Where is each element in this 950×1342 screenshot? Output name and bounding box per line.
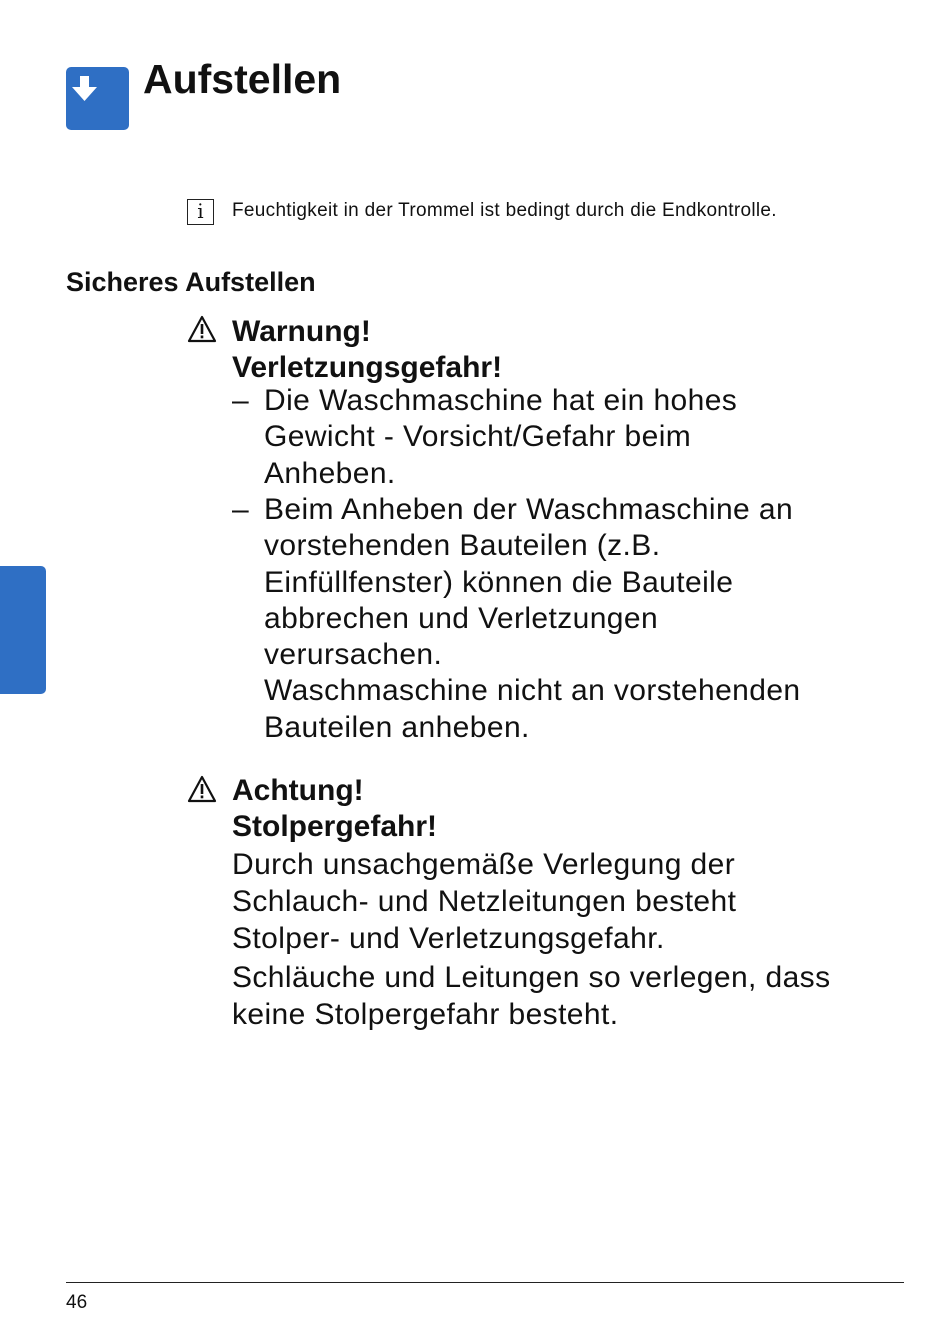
text-line: Einfüllfenster) können die Bauteile [264,565,734,599]
section-heading: Sicheres Aufstellen [66,267,316,297]
download-arrow-icon [66,67,129,130]
footer-divider [66,1282,904,1283]
text-line: Waschmaschine nicht an vorstehenden [264,674,801,708]
info-note-text: Feuchtigkeit in der Trommel ist bedingt durch die Endkontrolle. [232,200,777,221]
text-line: Bauteilen anheben. [264,710,530,744]
caution-paragraph [232,846,736,957]
warning-triangle-icon [187,315,217,343]
text-line: Beim Anheben der Waschmaschine an [264,493,794,526]
text-line: Durch unsachgemäße Verlegung der [232,848,736,881]
warning-triangle-icon [187,775,217,803]
warning-title: Warnung! [232,315,371,348]
page-title: Aufstellen [143,56,342,102]
text-line: Gewicht - Vorsicht/Gefahr beim [264,420,692,454]
text-line: Schläuche und Leitungen so verlegen, dass [232,961,831,994]
info-icon: i [187,199,214,225]
caution-title: Achtung! [232,774,364,807]
caution-instruction [232,959,831,1033]
chapter-tab-marker [0,566,46,694]
page-number: 46 [66,1292,88,1313]
text-line: abbrechen und Verletzungen [264,601,659,635]
bullet-dash: – [232,384,249,417]
bullet-dash: – [232,493,249,526]
text-line: Schlauch- und Netzleitungen besteht [232,885,737,918]
warning-subtitle: Verletzungsgefahr! [232,351,503,384]
text-line: verursachen. [264,638,443,672]
text-line: Die Waschmaschine hat ein hohes [264,384,738,417]
text-line: vorstehenden Bauteilen (z.B. [264,529,661,563]
caution-subtitle: Stolpergefahr! [232,810,438,843]
text-line: Anheben. [264,456,396,490]
text-line: keine Stolpergefahr besteht. [232,998,619,1031]
text-line: Stolper- und Verletzungsgefahr. [232,922,665,955]
